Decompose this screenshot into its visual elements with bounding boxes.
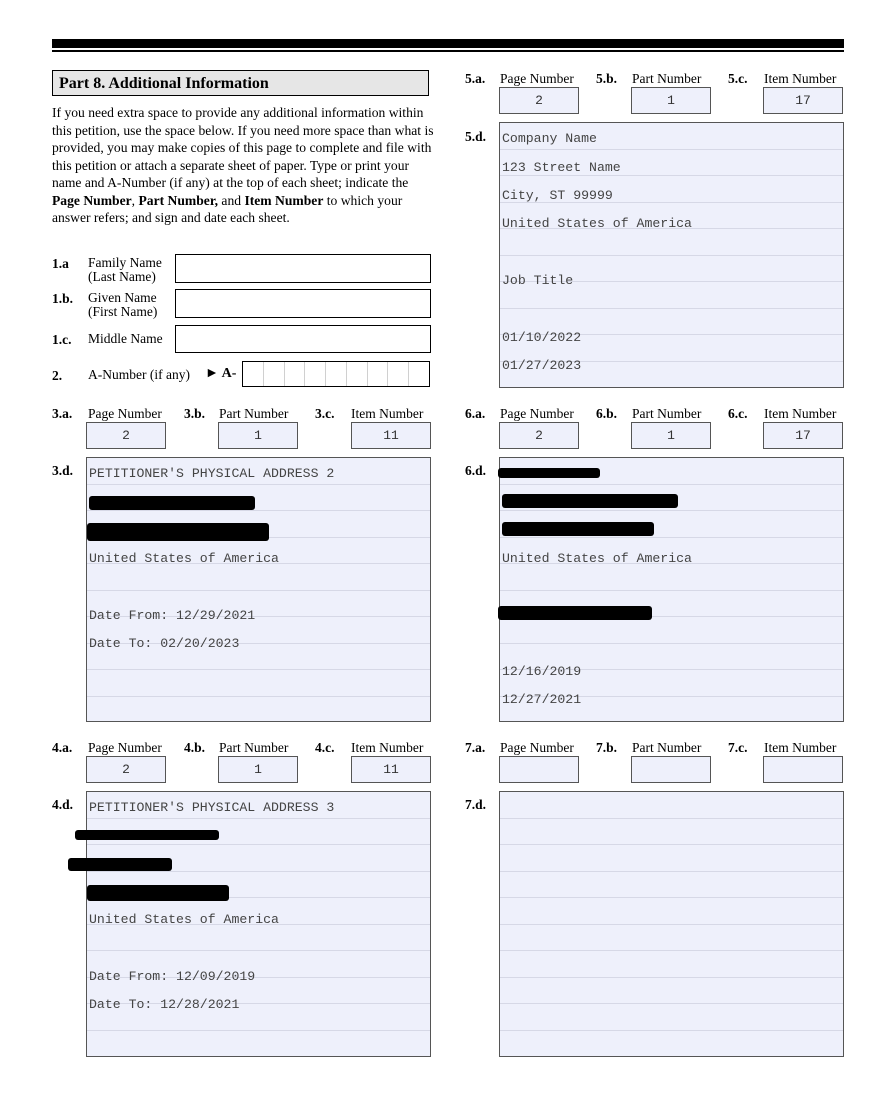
redaction-mark [87,885,229,901]
item-6c-number: 6.c. [728,406,748,421]
redaction-mark [498,606,652,620]
text-line: 12/27/2021 [502,692,582,707]
middle-name-label: Middle Name [88,331,163,346]
part-number-label: Part Number [219,740,289,755]
item-3a-number: 3.a. [52,406,73,421]
item-number-label: Item Number [351,740,424,755]
redaction-mark [502,494,678,508]
item-7d-number: 7.d. [465,797,487,812]
text-line: PETITIONER'S PHYSICAL ADDRESS 2 [89,466,335,481]
a-number-label: A-Number (if any) [88,367,190,382]
item-7a-number: 7.a. [465,740,486,755]
redaction-mark [75,830,219,840]
family-name-input[interactable] [175,254,431,283]
item-number-input[interactable]: 11 [351,422,431,449]
item-4c-number: 4.c. [315,740,335,755]
page-number-input[interactable]: 2 [499,87,579,114]
a-number-prefix: ► A- [205,366,237,381]
item-1c-number: 1.c. [52,332,72,347]
text-line: Date From: 12/09/2019 [89,969,256,984]
item-number-input[interactable] [763,756,843,783]
text-line: PETITIONER'S PHYSICAL ADDRESS 3 [89,800,335,815]
item-number-input[interactable]: 17 [763,87,843,114]
item-4b-number: 4.b. [184,740,206,755]
item-7c-number: 7.c. [728,740,748,755]
redaction-mark [87,523,269,541]
page-number-label: Page Number [500,71,574,86]
text-line: 12/16/2019 [502,664,582,679]
part-number-input[interactable]: 1 [631,422,711,449]
text-line: United States of America [502,551,692,566]
page-number-label: Page Number [88,406,162,421]
item-1a-number: 1.a [52,256,69,271]
page-number-label: Page Number [500,406,574,421]
text-line: 01/10/2022 [502,330,582,345]
additional-info-textarea[interactable] [86,457,431,722]
page-number-input[interactable]: 2 [86,422,166,449]
text-line: 123 Street Name [502,160,621,175]
item-1b-number: 1.b. [52,291,74,306]
given-name-label: Given Name (First Name) [88,290,158,319]
additional-info-textarea[interactable] [499,457,844,722]
text-line: Company Name [502,131,597,146]
text-line: Date To: 02/20/2023 [89,636,240,651]
text-line: City, ST 99999 [502,188,613,203]
part-header: Part 8. Additional Information [52,70,429,96]
item-5d-number: 5.d. [465,129,487,144]
item-5a-number: 5.a. [465,71,486,86]
item-3c-number: 3.c. [315,406,335,421]
item-number-label: Item Number [764,740,837,755]
item-6d-number: 6.d. [465,463,487,478]
redaction-mark [68,858,172,871]
additional-info-textarea[interactable] [499,122,844,388]
item-5b-number: 5.b. [596,71,618,86]
item-number-label: Item Number [764,71,837,86]
item-number-input[interactable]: 11 [351,756,431,783]
item-4a-number: 4.a. [52,740,73,755]
text-line: United States of America [89,551,279,566]
page-number-input[interactable] [499,756,579,783]
text-line: Date To: 12/28/2021 [89,997,240,1012]
a-number-input[interactable] [242,361,430,387]
page-number-input[interactable]: 2 [86,756,166,783]
page-number-label: Page Number [88,740,162,755]
text-line: Date From: 12/29/2021 [89,608,256,623]
text-line: United States of America [502,216,692,231]
text-line: United States of America [89,912,279,927]
redaction-mark [89,496,255,510]
instructions: If you need extra space to provide any additional information within this petition, use the space below. If you need more space than what is provided, you may make copies of this page to complete and file with this petition or attach a separate sheet of paper. Type or print your name and A-Number (if any) at the top of each sheet; indicate the Page Number, Part Number, and Item Number to which your answer refers; and sign and date each sheet. [52,105,434,225]
item-number-input[interactable]: 17 [763,422,843,449]
additional-info-textarea[interactable] [499,791,844,1057]
part-number-input[interactable] [631,756,711,783]
part-number-input[interactable]: 1 [218,756,298,783]
item-4d-number: 4.d. [52,797,74,812]
given-name-input[interactable] [175,289,431,318]
part-number-input[interactable]: 1 [631,87,711,114]
family-name-label: Family Name (Last Name) [88,255,162,284]
part-number-label: Part Number [219,406,289,421]
item-3b-number: 3.b. [184,406,206,421]
page-number-label: Page Number [500,740,574,755]
item-number-label: Item Number [351,406,424,421]
text-line: Job Title [502,273,574,288]
text-line: 01/27/2023 [502,358,582,373]
item-6a-number: 6.a. [465,406,486,421]
redaction-mark [498,468,600,478]
top-rule-thin [52,50,844,52]
additional-info-textarea[interactable] [86,791,431,1057]
part-number-label: Part Number [632,71,702,86]
part-number-input[interactable]: 1 [218,422,298,449]
item-5c-number: 5.c. [728,71,748,86]
part-number-label: Part Number [632,406,702,421]
item-number-label: Item Number [764,406,837,421]
item-2-number: 2. [52,368,63,383]
page-number-input[interactable]: 2 [499,422,579,449]
redaction-mark [502,522,654,536]
item-6b-number: 6.b. [596,406,618,421]
top-rule-thick [52,39,844,48]
item-3d-number: 3.d. [52,463,74,478]
part-number-label: Part Number [632,740,702,755]
middle-name-input[interactable] [175,325,431,353]
item-7b-number: 7.b. [596,740,618,755]
